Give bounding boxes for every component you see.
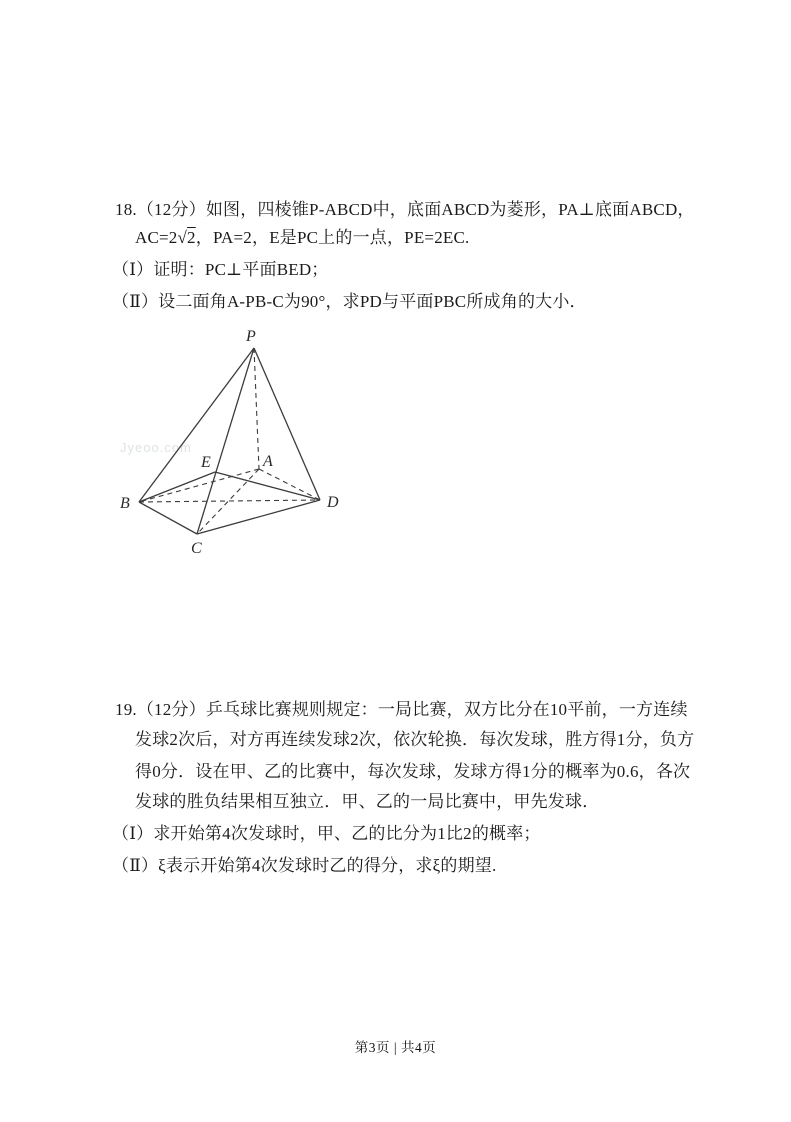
problem19-line4: 发球的胜负结果相互独立．甲、乙的一局比赛中，甲先发球． [135,792,600,811]
problem18-part2: （Ⅱ）设二面角A-PB-C为90°，求PD与平面PBC所成角的大小． [112,292,587,311]
problem18-line2-post: ，PA=2，E是PC上的一点，PE=2EC. [195,228,470,247]
diagonal-bd [139,500,320,502]
vertex-label-e: E [201,454,211,471]
problem19-line3: 得0分．设在甲、乙的比赛中，每次发球，发球方得1分的概率为0.6，各次 [135,762,691,781]
sqrt-radicand: 2 [187,228,196,247]
vertex-label-p: P [246,328,256,345]
edge-ab [139,469,259,502]
edge-bc [139,502,197,534]
pyramid-svg [100,320,360,565]
problem19-part1: （Ⅰ）求开始第4次发球时，甲、乙的比分为1比2的概率； [112,824,541,843]
edge-ad [259,469,320,500]
watermark-text: Jyeoo.com [120,440,192,455]
edge-pa [254,348,259,469]
page-footer: 第3页 | 共4页 [354,1040,437,1055]
problem19-part2: （Ⅱ）ξ表示开始第4次发球时乙的得分，求ξ的期望. [112,856,497,875]
vertex-label-d: D [327,494,339,511]
edge-pd [254,348,320,500]
problem19-line1: 19.（12分）乒乓球比赛规则规定：一局比赛，双方比分在10平前，一方连续 [115,700,688,719]
vertex-label-c: C [191,540,202,557]
sqrt-sign: √ [177,228,188,247]
problem18-line2-pre: AC=2 [135,228,178,247]
pyramid-figure [100,320,360,565]
edge-cd [197,500,320,534]
vertex-label-a: A [263,453,273,470]
problem18-part1: （Ⅰ）证明：PC⊥平面BED； [112,260,329,279]
edge-pc [197,348,254,534]
problem19-line2: 发球2次后，对方再连续发球2次，依次轮换．每次发球，胜方得1分，负方 [135,730,695,749]
segment-ed [215,472,320,500]
problem18-line2 [135,227,470,249]
problem18-line1: 18.（12分）如图，四棱锥P-ABCD中，底面ABCD为菱形，PA⊥底面ABCD， [115,200,695,219]
vertex-label-b: B [120,495,130,512]
